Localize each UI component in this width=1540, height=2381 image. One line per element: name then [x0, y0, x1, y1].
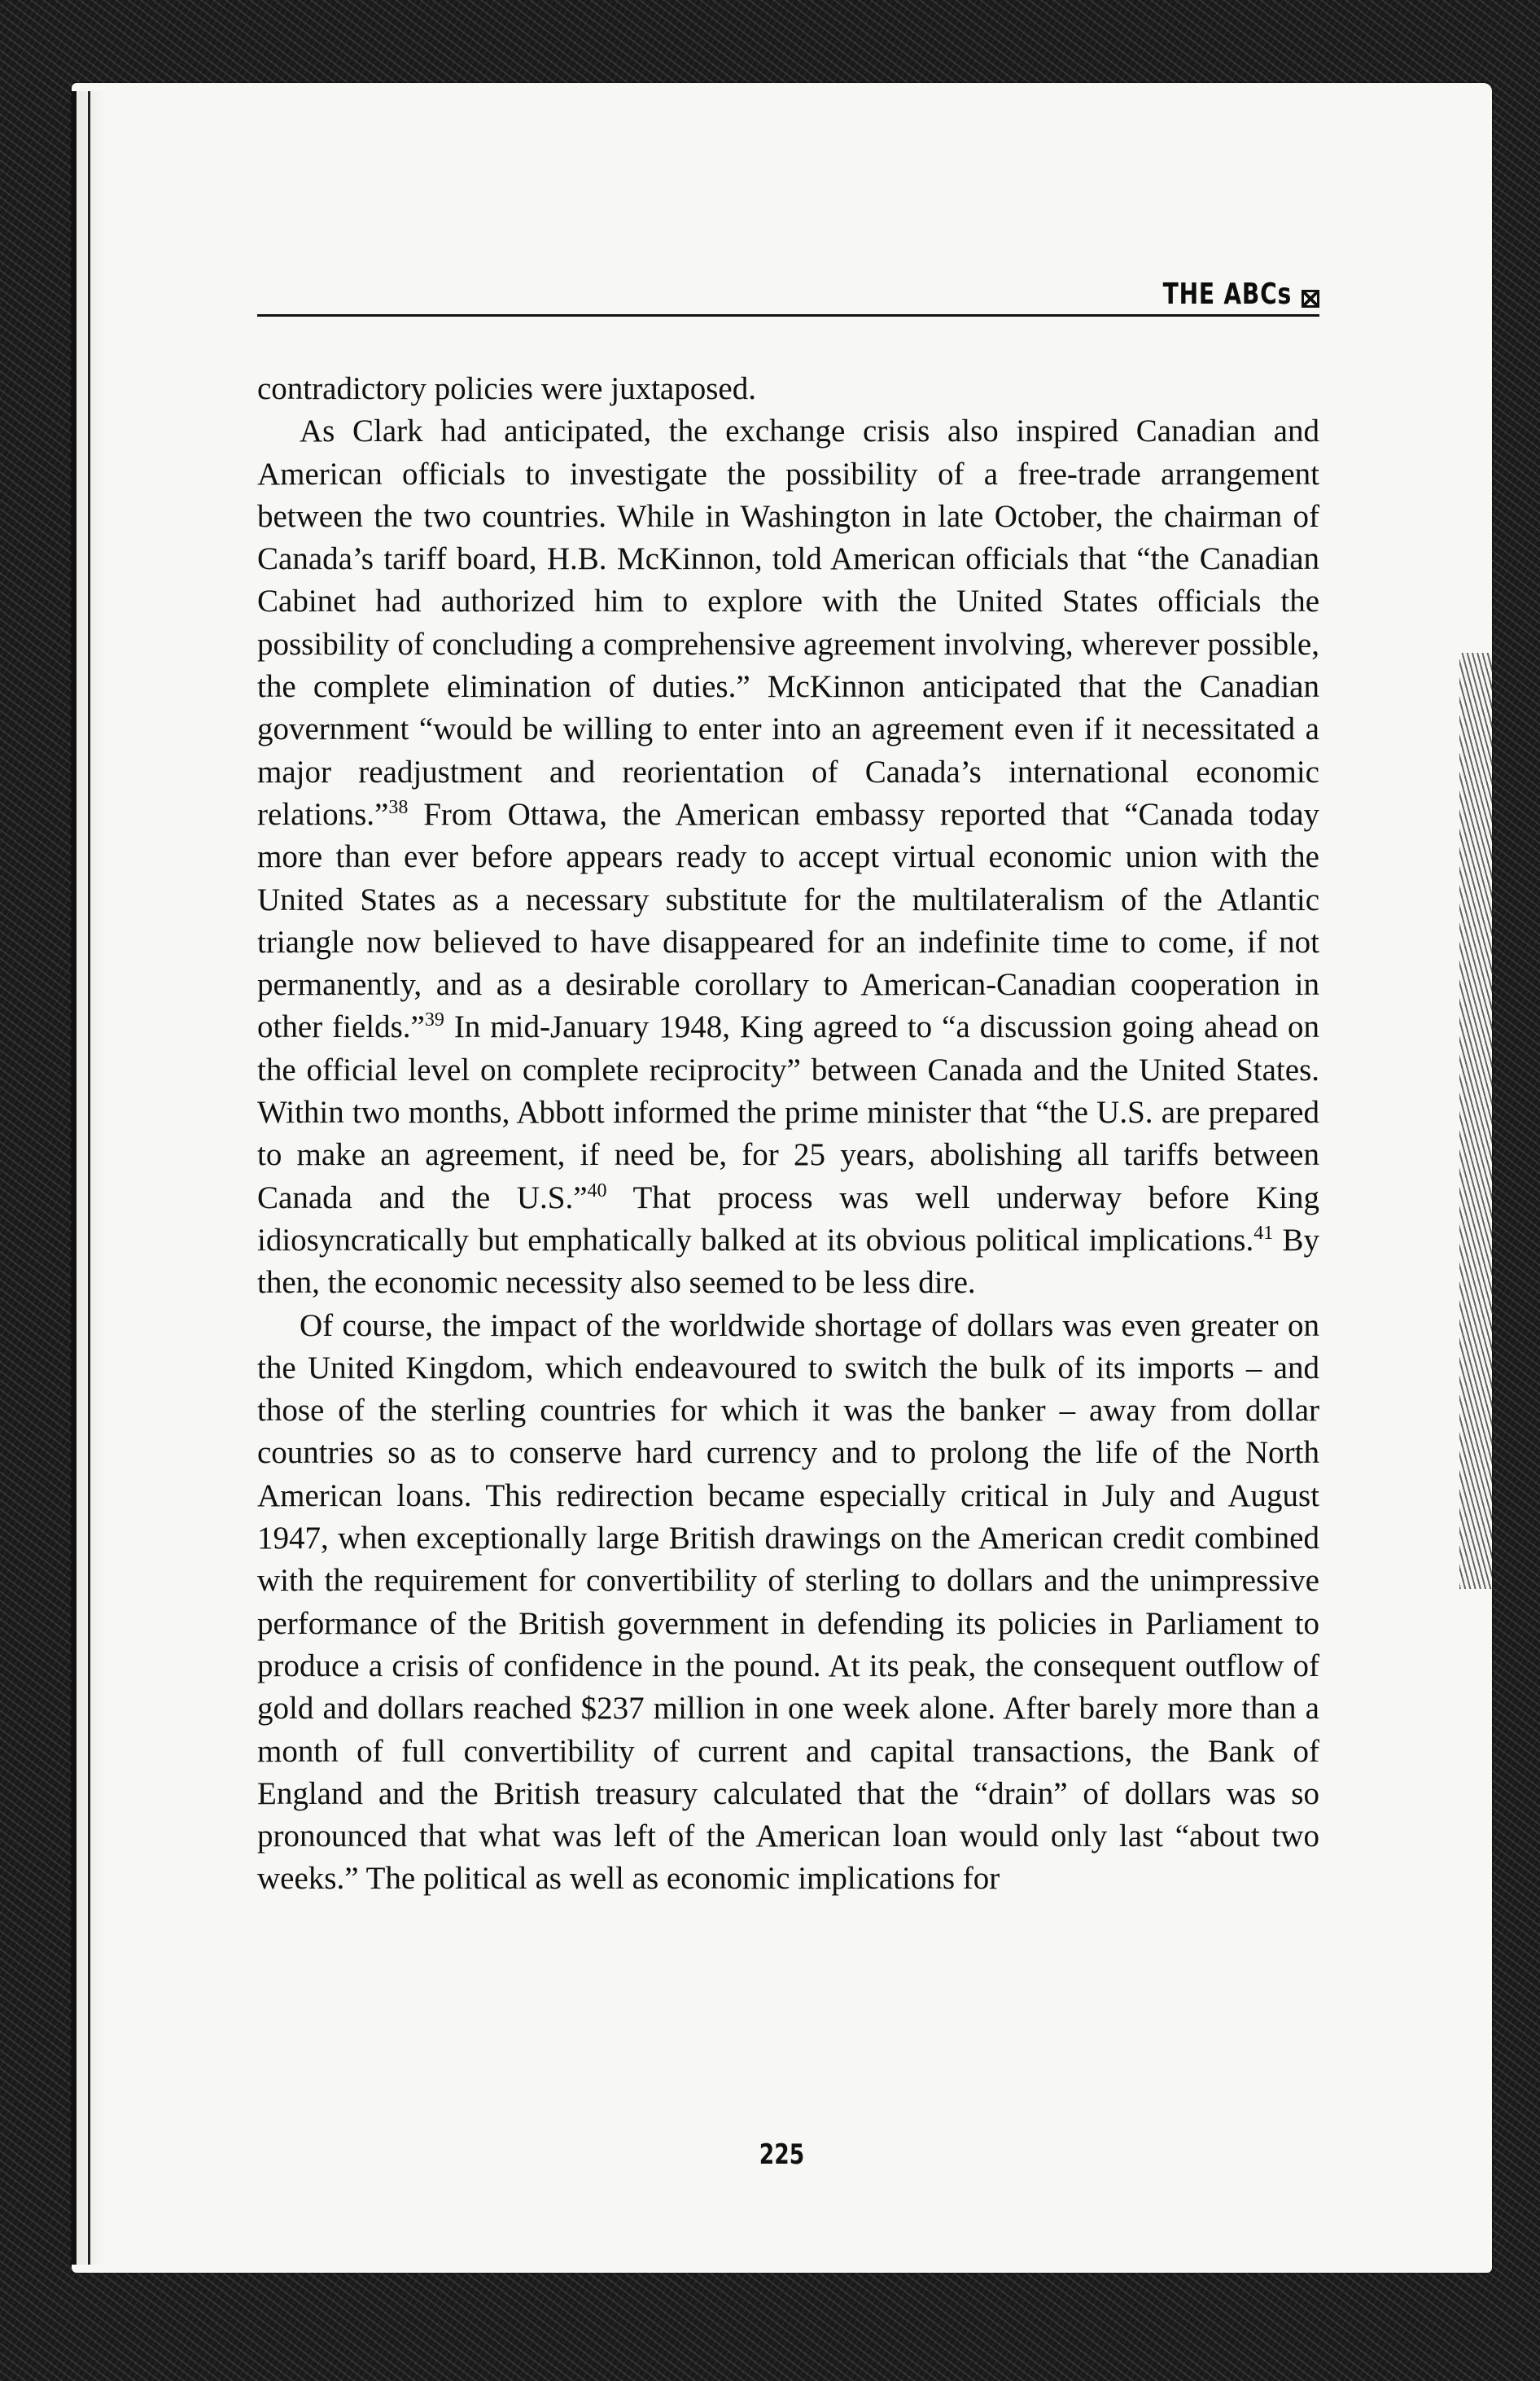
- page-number: [72, 2138, 1492, 2171]
- paragraph-2: [257, 410, 1319, 1304]
- paragraph-2-part-b: From Ottawa, the American embassy reported that “Canada today more than ever before appears ready to accept virtual economic union with the United States as a necessary substitute for the multilateralism of the Atlantic triangle now believed to have disappeared for an indefinite time to come, if not permanently, and as a desirable corollary to American-Canadian cooperation in other fields.”: [257, 796, 1319, 1045]
- page-number-text: 225: [759, 2138, 805, 2171]
- paragraph-2-part-e: By then, the economic necessity also seemed to be less dire.: [257, 1222, 1319, 1301]
- paragraph-1: contradictory policies were juxtaposed.: [257, 371, 756, 406]
- footnote-ref-41: 41: [1253, 1222, 1274, 1244]
- paragraph-2-part-c: In mid-January 1948, King agreed to “a discussion going ahead on the official level on complete reciprocity” between Canada and the United States. Within two months, Abbott informed the prime minister that “the U.S. are prepared to make an agreement, if need be, for 25 years, abolishing all tariffs between Canada and the U.S.”: [257, 1009, 1319, 1215]
- book-gutter: [72, 91, 107, 2265]
- page-header: [257, 272, 1319, 317]
- footnote-ref-40: 40: [587, 1180, 607, 1201]
- footnote-ref-39: 39: [424, 1009, 444, 1031]
- body-text: [257, 368, 1319, 1901]
- paragraph-2-part-a: As Clark had anticipated, the exchange crisis also inspired Canadian and American officials to investigate the possibility of a free-trade arrangement between the two countries. While in Washington in late October, the chairman of Canada’s tariff board, H.B. McKinnon, told American officials that “the Canadian Cabinet had authorized him to explore with the United States officials the possibility of concluding a comprehensive agreement involving, wherever possible, the complete elimination of duties.” McKinnon anticipated that the Canadian government “would be willing to enter into an agreement even if it necessitated a major readjustment and reorientation of Canada’s international economic relations.”: [257, 414, 1319, 832]
- footnote-ref-38: 38: [388, 796, 409, 818]
- paragraph-2-part-d: That process was well underway before King idiosyncratically but emphatically balked at its obvious political implications.: [257, 1180, 1319, 1258]
- running-head: THE ABCs: [1162, 278, 1292, 311]
- paragraph-3: Of course, the impact of the worldwide shortage of dollars was even greater on the United Kingdom, which endeavoured to switch the bulk of its imports – and those of the sterling countries for which it was the banker – away from dollar countries so as to conserve hard currency and to prolong the life of the North American loans. This redirection became especially critical in July and August 1947, when exceptionally large British drawings on the American credit combined with the requirement for convertibility of sterling to dollars and the unimpressive performance of the British government in defending its policies in Parliament to produce a crisis of confidence in the pound. At its peak, the consequent outflow of gold and dollars reached $237 million in one week alone. After barely more than a month of full convertibility of current and capital transactions, the Bank of England and the British treasury calculated that the “drain” of dollars was so pronounced that what was left of the American loan would only last “about two weeks.” The political as well as economic implications for: [257, 1307, 1319, 1897]
- book-page: [72, 83, 1492, 2273]
- boxed-cross-ornament-icon: [1302, 290, 1319, 308]
- page-edge-shadow: [1459, 653, 1492, 1589]
